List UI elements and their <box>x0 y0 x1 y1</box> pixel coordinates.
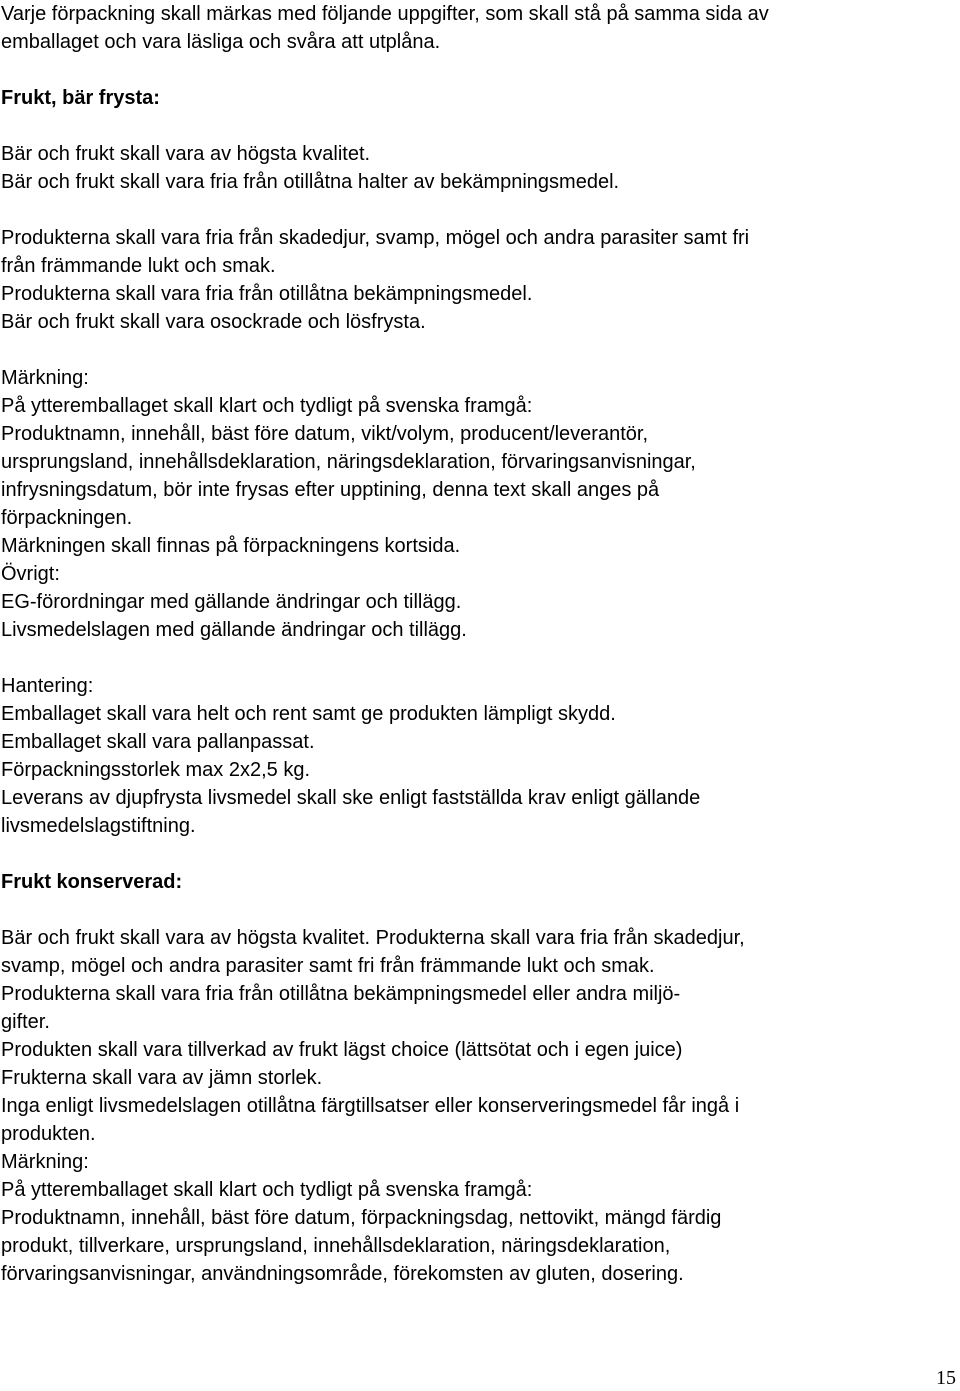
paragraph-line: Produkterna skall vara fria från skadedjur, svamp, mögel och andra parasiter samt fri <box>1 227 750 249</box>
paragraph-line: produkten. <box>1 1123 96 1145</box>
paragraph-line: EG-förordningar med gällande ändringar och tillägg. <box>1 591 462 613</box>
paragraph-line: Frukterna skall vara av jämn storlek. <box>1 1067 323 1089</box>
paragraph-line: Leverans av djupfrysta livsmedel skall ske enligt fastställda krav enligt gällande <box>1 787 701 809</box>
document-page <box>1 0 956 1288</box>
handling-label: Hantering: <box>1 675 94 697</box>
page-number: 15 <box>936 1367 956 1389</box>
paragraph-line: gifter. <box>1 1011 50 1033</box>
paragraph-line: produkt, tillverkare, ursprungsland, innehållsdeklaration, näringsdeklaration, <box>1 1235 671 1257</box>
section-heading-frozen: Frukt, bär frysta: <box>1 87 160 109</box>
other-label: Övrigt: <box>1 563 60 585</box>
paragraph-line: På ytteremballaget skall klart och tydligt på svenska framgå: <box>1 1179 533 1201</box>
paragraph-line: På ytteremballaget skall klart och tydligt på svenska framgå: <box>1 395 533 417</box>
paragraph-line: Produktnamn, innehåll, bäst före datum, förpackningsdag, nettovikt, mängd färdig <box>1 1207 722 1229</box>
paragraph-line: ursprungsland, innehållsdeklaration, näringsdeklaration, förvaringsanvisningar, <box>1 451 696 473</box>
paragraph-line: Produkterna skall vara fria från otillåtna bekämpningsmedel. <box>1 283 533 305</box>
paragraph-line: Produktnamn, innehåll, bäst före datum, vikt/volym, producent/leverantör, <box>1 423 649 445</box>
paragraph-line: infrysningsdatum, bör inte frysas efter upptining, denna text skall anges på <box>1 479 660 501</box>
paragraph-line: förvaringsanvisningar, användningsområde, förekomsten av gluten, dosering. <box>1 1263 684 1285</box>
paragraph-line: Bär och frukt skall vara fria från otillåtna halter av bekämpningsmedel. <box>1 171 620 193</box>
paragraph-line: Bär och frukt skall vara osockrade och lösfrysta. <box>1 311 426 333</box>
paragraph-line: svamp, mögel och andra parasiter samt fri från främmande lukt och smak. <box>1 955 655 977</box>
paragraph-line: Emballaget skall vara pallanpassat. <box>1 731 315 753</box>
paragraph-line: Livsmedelslagen med gällande ändringar och tillägg. <box>1 619 467 641</box>
paragraph-line: förpackningen. <box>1 507 133 529</box>
marking-label: Märkning: <box>1 367 89 389</box>
paragraph-line: Produkterna skall vara fria från otillåtna bekämpningsmedel eller andra miljö- <box>1 983 681 1005</box>
paragraph-line: Förpackningsstorlek max 2x2,5 kg. <box>1 759 311 781</box>
paragraph-line: Emballaget skall vara helt och rent samt ge produkten lämpligt skydd. <box>1 703 616 725</box>
paragraph-line: från främmande lukt och smak. <box>1 255 276 277</box>
paragraph-line: Märkningen skall finnas på förpackningens kortsida. <box>1 535 461 557</box>
paragraph-line: Bär och frukt skall vara av högsta kvalitet. Produkterna skall vara fria från skadedjur, <box>1 927 745 949</box>
intro-line: Varje förpackning skall märkas med följande uppgifter, som skall stå på samma sida av <box>1 3 769 25</box>
paragraph-line: Bär och frukt skall vara av högsta kvalitet. <box>1 143 371 165</box>
marking-label: Märkning: <box>1 1151 89 1173</box>
paragraph-line: livsmedelslagstiftning. <box>1 815 196 837</box>
paragraph-line: Inga enligt livsmedelslagen otillåtna färgtillsatser eller konserveringsmedel får ingå i <box>1 1095 740 1117</box>
paragraph-line: Produkten skall vara tillverkad av frukt lägst choice (lättsötat och i egen juice) <box>1 1039 683 1061</box>
section-heading-canned: Frukt konserverad: <box>1 871 183 893</box>
intro-line: emballaget och vara läsliga och svåra att utplåna. <box>1 31 441 53</box>
